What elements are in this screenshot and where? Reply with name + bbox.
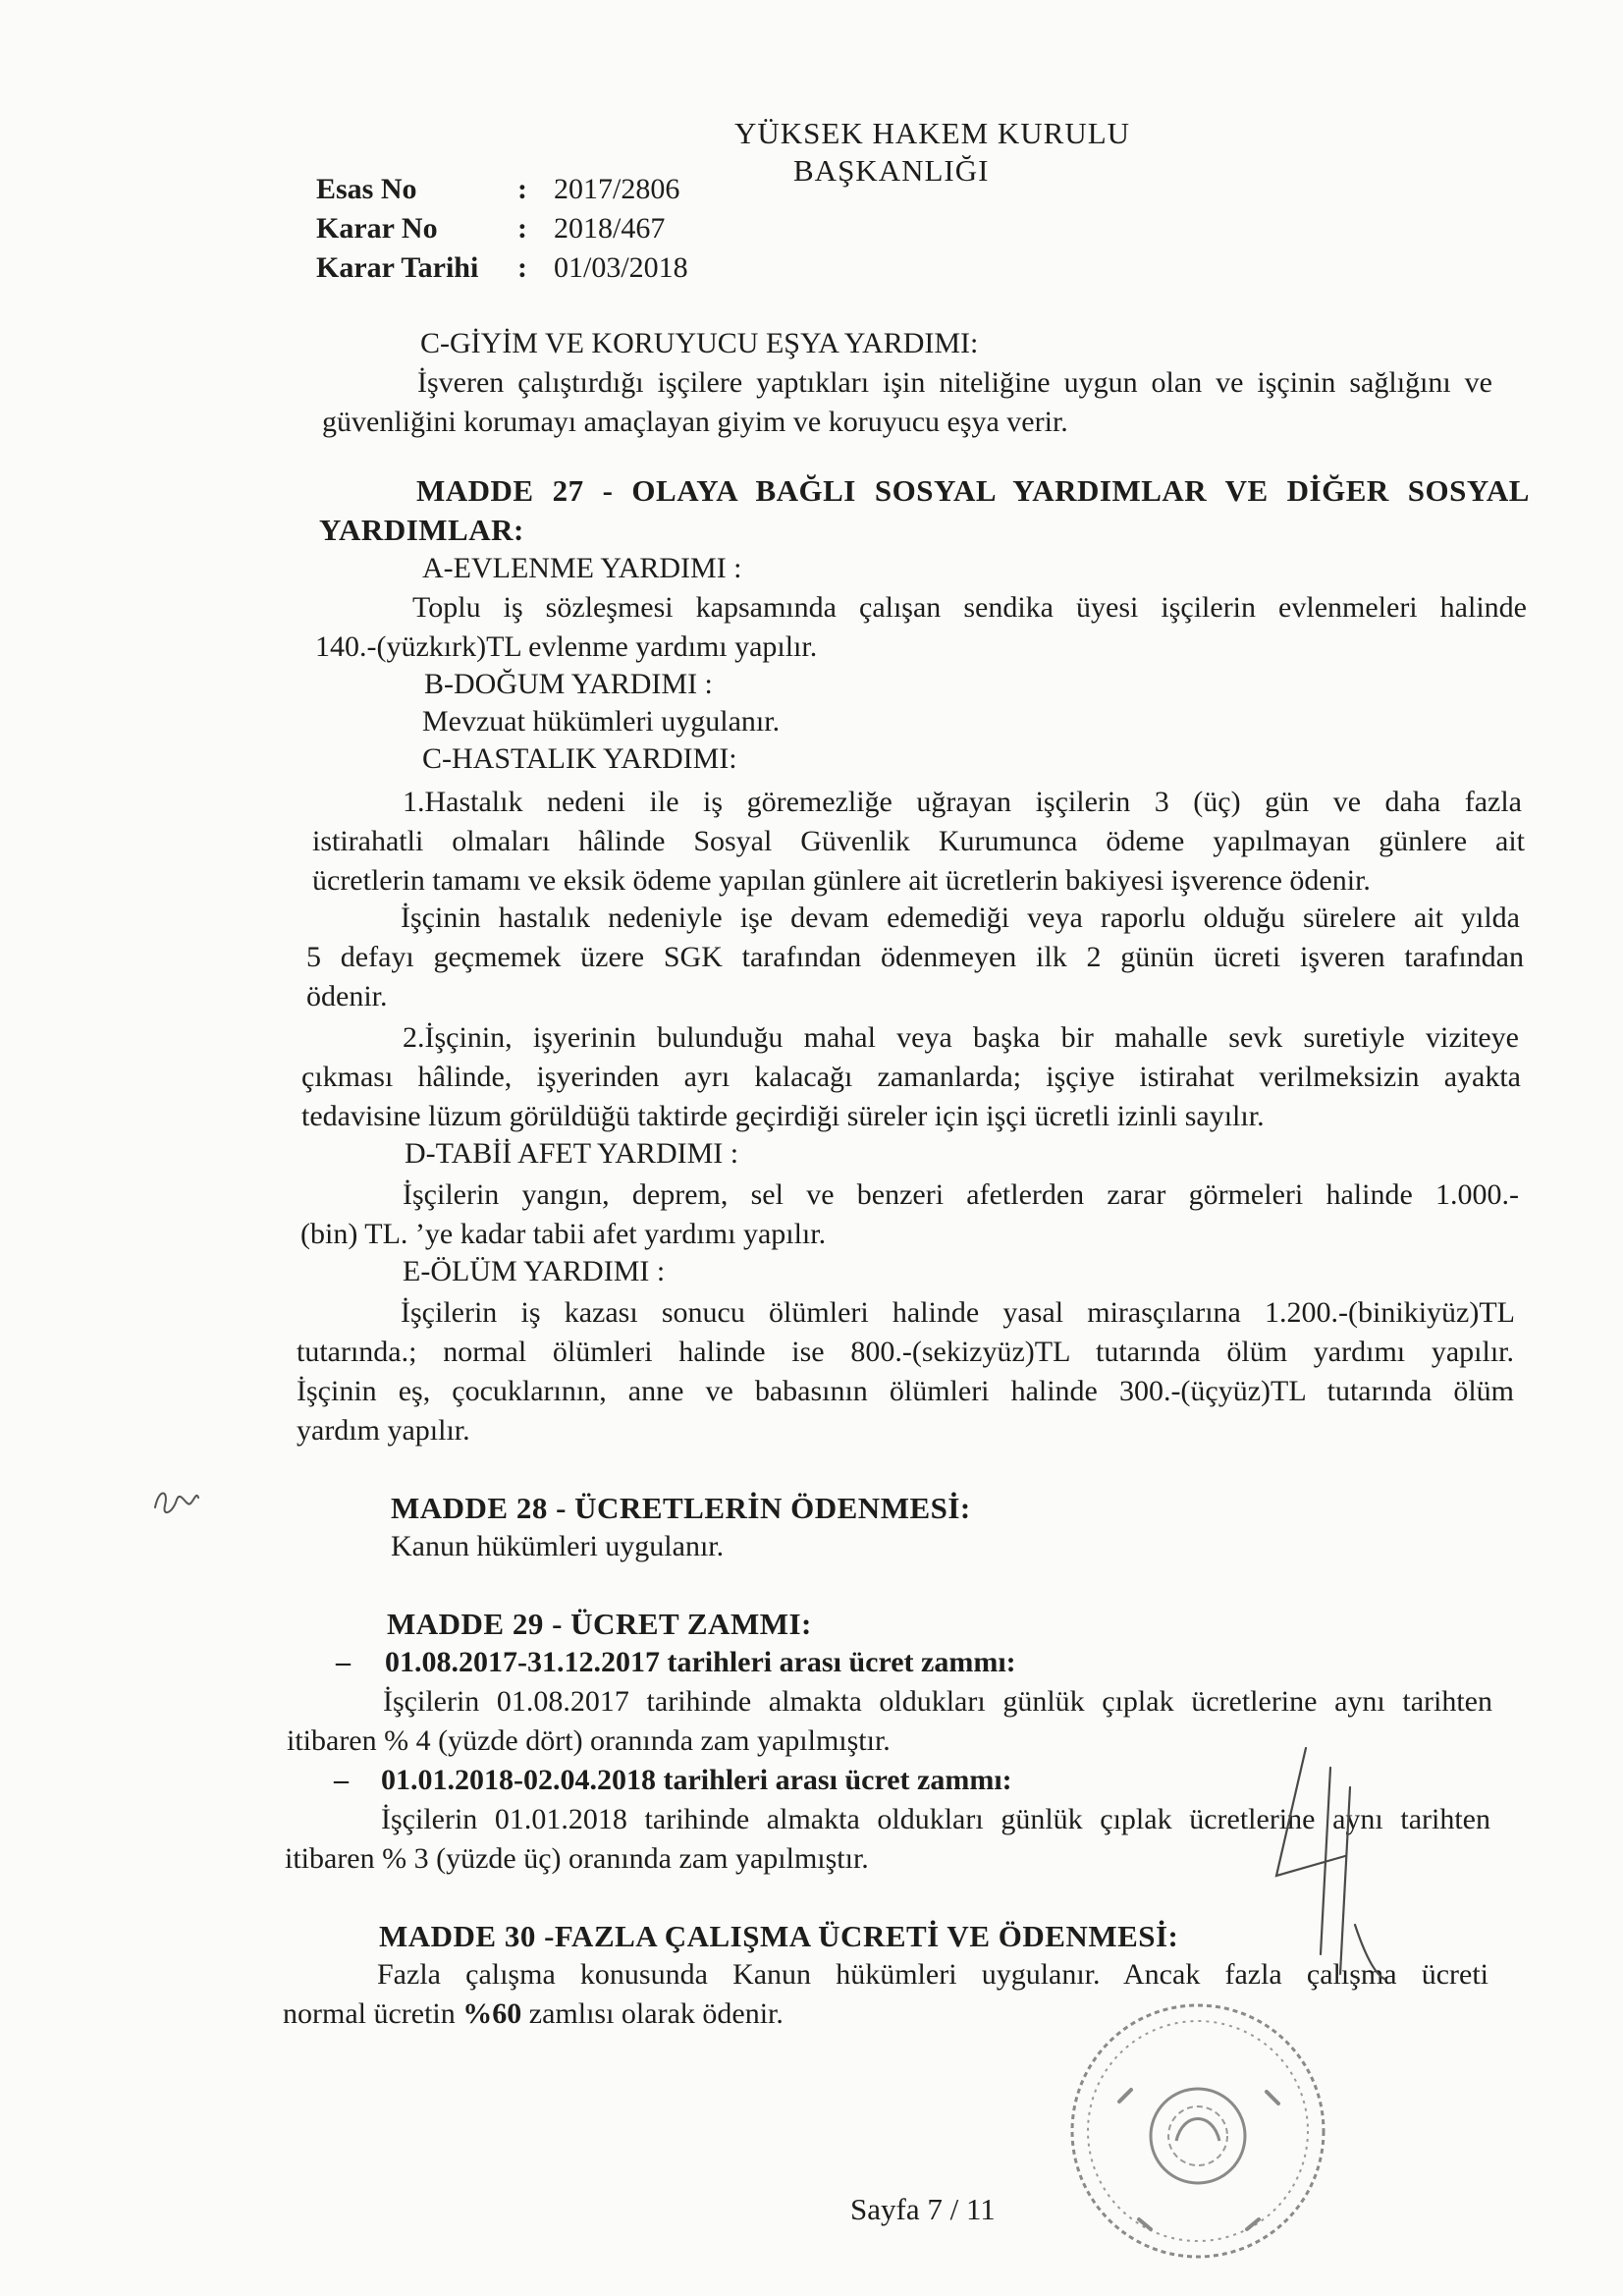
- paragraph-line: İşçinin eş, çocuklarının, anne ve babasının ölümleri halinde 300.-(üçyüz)TL tutarında ölüm: [297, 1375, 1514, 1407]
- initials-mark: [147, 1478, 206, 1527]
- text-run: normal ücretin: [283, 1997, 463, 2030]
- list-dash: –: [334, 1764, 349, 1796]
- paragraph-line: ödenir.: [306, 980, 388, 1012]
- meta-row-karar: [316, 212, 665, 246]
- section-a-title: A-EVLENME YARDIMI :: [422, 552, 742, 584]
- percentage-value: %60: [462, 1997, 522, 2030]
- meta-colon: :: [517, 251, 527, 284]
- signature-mark: [1237, 1728, 1394, 2023]
- section-d-title: D-TABİİ AFET YARDIMI :: [405, 1137, 739, 1170]
- paragraph-line: itibaren % 4 (yüzde dört) oranında zam yapılmıştır.: [287, 1724, 891, 1757]
- list-dash: –: [336, 1646, 351, 1678]
- meta-label: Karar Tarihi: [316, 251, 479, 284]
- meta-colon: :: [517, 212, 527, 245]
- paragraph-line: 2.İşçinin, işyerinin bulunduğu mahal veya başka bir mahalle sevk suretiyle viziteye: [403, 1021, 1519, 1054]
- text-run: zamlısı olarak ödenir.: [521, 1997, 784, 2030]
- paragraph-line: çıkması hâlinde, işyerinden ayrı kalacağı zamanlarda; işçiye istirahat verilmeksizin ayakta: [301, 1061, 1521, 1093]
- paragraph-line: tutarında.; normal ölümleri halinde ise 800.-(sekizyüz)TL tutarında ölüm yardımı yapılır.: [297, 1336, 1514, 1368]
- paragraph-line: 1.Hastalık nedeni ile iş göremezliğe uğrayan işçilerin 3 (üç) gün ve daha fazla: [403, 786, 1522, 818]
- paragraph-line: İşçilerin iş kazası sonucu ölümleri halinde yasal mirasçılarına 1.200.-(binikiyüz)TL: [401, 1296, 1515, 1329]
- paragraph-line: Mevzuat hükümleri uygulanır.: [422, 705, 781, 738]
- article-30-heading: MADDE 30 -FAZLA ÇALIŞMA ÜCRETİ VE ÖDENMESİ:: [379, 1919, 1179, 1953]
- official-stamp: [1060, 1994, 1335, 2269]
- paragraph-line: itibaren % 3 (yüzde üç) oranında zam yapılmıştır.: [285, 1842, 869, 1875]
- meta-label: Esas No: [316, 173, 417, 205]
- paragraph-line: 5 defayı geçmemek üzere SGK tarafından ödenmeyen ilk 2 günün ücreti işveren tarafından: [306, 941, 1524, 973]
- paragraph-line: [283, 1997, 784, 2031]
- paragraph-line: tedavisine lüzum görüldüğü taktirde geçirdiği süreler için işçi ücretli izinli sayılır.: [301, 1100, 1265, 1132]
- paragraph-line: istirahatli olmaları hâlinde Sosyal Güvenlik Kurumunca ödeme yapılmayan günlere ait: [312, 825, 1525, 857]
- paragraph-line: yardım yapılır.: [297, 1414, 470, 1447]
- meta-colon: :: [517, 173, 527, 205]
- section-e-title: E-ÖLÜM YARDIMI :: [403, 1255, 666, 1287]
- article-27-heading-cont: YARDIMLAR:: [319, 513, 524, 547]
- paragraph-line: İşçilerin 01.08.2017 tarihinde almakta oldukları günlük çıplak ücretlerine aynı tarihten: [383, 1685, 1492, 1718]
- section-c-title: C-HASTALIK YARDIMI:: [422, 742, 737, 775]
- meta-value: 01/03/2018: [554, 251, 688, 284]
- paragraph-line: Kanun hükümleri uygulanır.: [391, 1530, 725, 1562]
- paragraph-line: İşçilerin yangın, deprem, sel ve benzeri afetlerden zarar görmeleri halinde 1.000.-: [403, 1178, 1519, 1211]
- subheading-period-b: 01.01.2018-02.04.2018 tarihleri arası ücret zammı:: [381, 1764, 1012, 1796]
- section-c-giyim-title: C-GİYİM VE KORUYUCU EŞYA YARDIMI:: [420, 327, 979, 359]
- meta-value: 2018/467: [554, 212, 666, 245]
- org-title-line1: YÜKSEK HAKEM KURULU: [734, 116, 1131, 150]
- paragraph-line: güvenliğini korumayı amaçlayan giyim ve koruyucu eşya verir.: [322, 406, 1068, 438]
- paragraph-line: ücretlerin tamamı ve eksik ödeme yapılan günlere ait ücretlerin bakiyesi işverence ödenir.: [312, 864, 1371, 897]
- paragraph-line: Fazla çalışma konusunda Kanun hükümleri uygulanır. Ancak fazla çalışma ücreti: [377, 1958, 1488, 1991]
- article-27-heading: MADDE 27 - OLAYA BAĞLI SOSYAL YARDIMLAR VE DİĞER SOSYAL: [416, 473, 1530, 508]
- paragraph-line: 140.-(yüzkırk)TL evlenme yardımı yapılır.: [315, 630, 818, 663]
- article-28-heading: MADDE 28 - ÜCRETLERİN ÖDENMESİ:: [391, 1491, 971, 1525]
- meta-label: Karar No: [316, 212, 438, 245]
- paragraph-line: İşçilerin 01.01.2018 tarihinde almakta oldukları günlük çıplak ücretlerine aynı tarihten: [381, 1803, 1490, 1835]
- article-29-heading: MADDE 29 - ÜCRET ZAMMI:: [387, 1607, 812, 1641]
- org-title-line2: BAŞKANLIĞI: [793, 153, 990, 188]
- section-b-title: B-DOĞUM YARDIMI :: [424, 668, 713, 700]
- subheading-period-a: 01.08.2017-31.12.2017 tarihleri arası ücret zammı:: [385, 1646, 1016, 1678]
- page-number: Sayfa 7 / 11: [850, 2192, 996, 2226]
- meta-row-esas: [316, 173, 679, 206]
- paragraph-line: İşveren çalıştırdığı işçilere yaptıkları işin niteliğine uygun olan ve işçinin sağlığını ve: [417, 366, 1492, 399]
- meta-value: 2017/2806: [554, 173, 680, 205]
- paragraph-line: Toplu iş sözleşmesi kapsamında çalışan sendika üyesi işçilerin evlenmeleri halinde: [412, 591, 1527, 624]
- meta-row-karar-tarihi: [316, 251, 688, 285]
- paragraph-line: (bin) TL. ’ye kadar tabii afet yardımı yapılır.: [300, 1218, 827, 1250]
- paragraph-line: İşçinin hastalık nedeniyle işe devam edemediği veya raporlu olduğu sürelere ait yılda: [401, 902, 1520, 934]
